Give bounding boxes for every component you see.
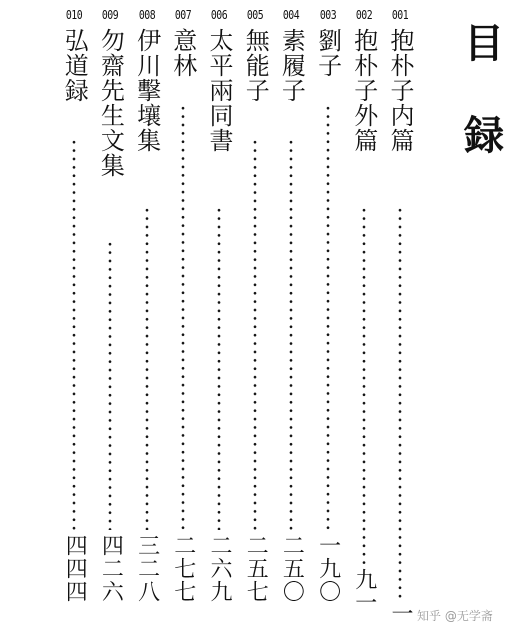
toc-entry[interactable] <box>57 8 91 636</box>
toc-entry[interactable] <box>130 8 164 636</box>
leader-dots <box>72 138 76 530</box>
entry-title: 意林 <box>168 28 197 78</box>
leader-dots <box>253 138 257 530</box>
entry-title: 勿齋先生文集 <box>96 28 125 178</box>
leader-dots <box>217 206 221 530</box>
page-title <box>456 21 512 159</box>
entry-title: 抱朴子外篇 <box>349 28 378 153</box>
entry-number: 002 <box>355 8 372 22</box>
entry-page-number: 九一 <box>351 568 377 614</box>
entry-title: 劉子 <box>313 28 342 78</box>
entry-title: 太平兩同書 <box>205 28 233 153</box>
toc-entry[interactable] <box>311 8 345 636</box>
toc-entry[interactable] <box>347 8 381 636</box>
entry-number: 007 <box>174 8 191 22</box>
toc-entry[interactable] <box>383 8 417 636</box>
entry-page-number: 二六九 <box>207 534 232 603</box>
entry-number: 010 <box>66 8 83 22</box>
toc-entry[interactable] <box>238 8 272 636</box>
entry-page-number: 三二八 <box>134 534 160 603</box>
entry-number: 006 <box>210 8 228 22</box>
entry-page-number: 二七七 <box>170 534 196 603</box>
toc-entry[interactable] <box>93 8 127 636</box>
entry-number: 003 <box>319 8 336 22</box>
entry-number: 004 <box>283 8 300 22</box>
entry-number: 008 <box>138 8 155 22</box>
entry-page-number: 一九〇 <box>315 534 341 603</box>
leader-dots <box>108 240 112 530</box>
leader-dots <box>145 206 149 530</box>
toc-entry[interactable] <box>202 8 236 636</box>
leader-dots <box>326 104 330 530</box>
entry-title: 無能子 <box>241 28 270 103</box>
entry-page-number: 二五七 <box>243 534 269 603</box>
entry-page-number: 二五〇 <box>279 534 305 603</box>
entry-title: 抱朴子内篇 <box>386 28 414 153</box>
entry-title: 弘道録 <box>60 28 89 103</box>
entry-number: 001 <box>391 8 409 22</box>
entry-page-number: 四二六 <box>98 534 124 603</box>
entry-page-number: 四四四 <box>62 534 88 603</box>
entry-title: 素履子 <box>277 28 306 103</box>
entry-title: 伊川擊壤集 <box>132 28 161 153</box>
toc-entry[interactable] <box>274 8 308 636</box>
entry-number: 009 <box>102 8 119 22</box>
watermark: 知乎 @无学斋 <box>414 606 496 625</box>
entry-page-number: 一 <box>388 602 413 625</box>
entry-number: 005 <box>247 8 264 22</box>
title-char-2: 録 <box>464 113 504 159</box>
title-char-1: 目 <box>464 21 504 67</box>
leader-dots <box>181 104 185 530</box>
leader-dots <box>289 138 293 530</box>
leader-dots <box>362 206 366 564</box>
leader-dots <box>398 206 402 598</box>
toc-entry[interactable] <box>166 8 200 636</box>
